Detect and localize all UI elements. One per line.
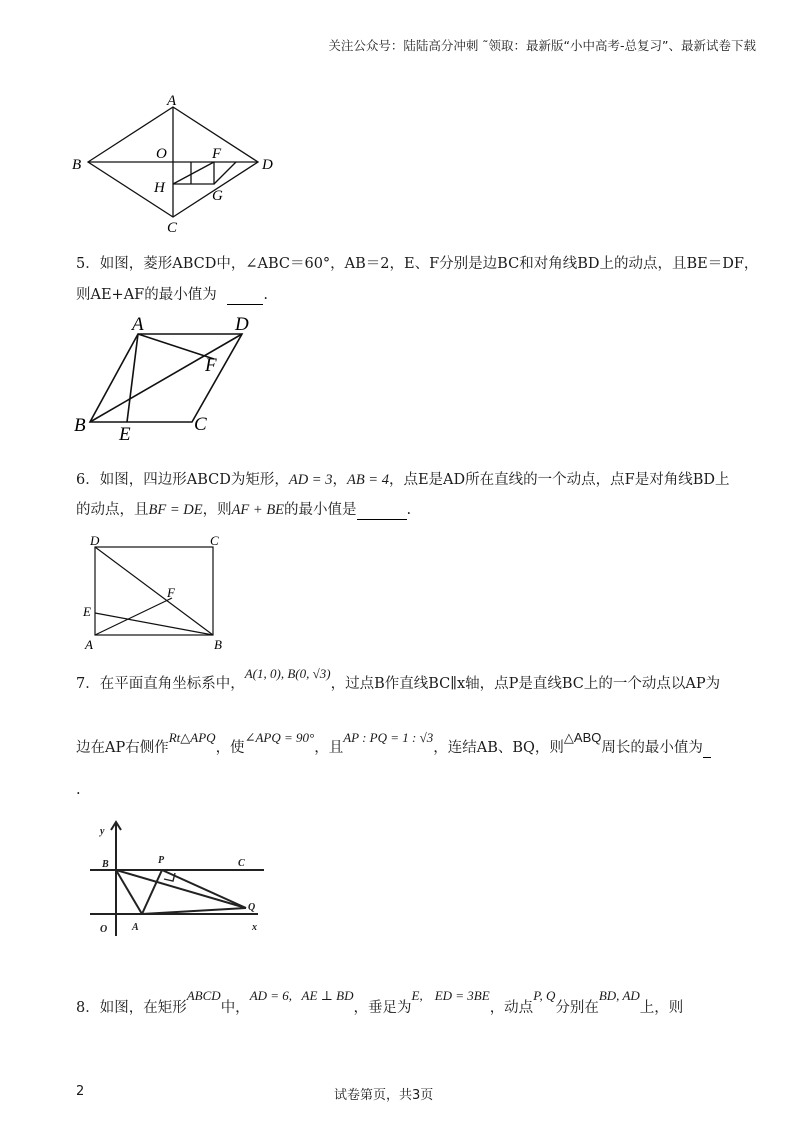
q7-text-e: ，且 [314, 740, 344, 756]
q7-answer-blank[interactable] [703, 740, 711, 758]
q8-text-c: ，垂足为 [353, 1000, 412, 1016]
rectangle-figure [80, 532, 240, 654]
q8-line1 [76, 988, 684, 1017]
q6-text-e: 的最小值是 [284, 502, 357, 518]
q8-text-a: 8．如图，在矩形 [76, 1000, 187, 1016]
fig6-label-B: B [214, 637, 222, 652]
q6-eq-af-be: AF + BE [231, 502, 285, 518]
q7-text-g: 周长的最小值为 [601, 740, 703, 756]
fig7-label-O: O [100, 924, 108, 935]
q5-answer-blank[interactable] [227, 287, 263, 305]
q6-text-a: 6．如图，四边形ABCD为矩形， [76, 472, 289, 488]
q7-text-f: ，连结AB、BQ，则 [433, 740, 564, 756]
fig6-label-C: C [210, 533, 219, 548]
fig5-label-D: D [235, 314, 249, 335]
fig4-label-H: H [154, 180, 165, 196]
q8-points-pq: P, Q [533, 988, 556, 1003]
fig6-label-A: A [85, 637, 93, 652]
fig7-label-C: C [238, 858, 245, 869]
page-number: 2 [76, 1084, 85, 1099]
q6-text-b: ，点E是AD所在直线的一个动点，点F是对角线BD上 [388, 472, 730, 488]
q5-line1: 5．如图，菱形ABCD中，∠ABC＝60°，AB＝2，E、F分别是边BC和对角线BD上的动点，且BE＝DF， [76, 256, 759, 272]
fig6-label-E: E [83, 604, 91, 619]
q7-line3: . [76, 782, 81, 798]
q7-line1 [76, 666, 721, 693]
q6-eq-ab: AB = 4 [346, 472, 389, 488]
fig7-label-x: x [252, 922, 257, 933]
q5-line2-text: 则AE+AF的最小值为 [76, 287, 217, 303]
fig7-label-P: P [158, 855, 165, 866]
q7-angle: ∠APQ = 90° [244, 730, 315, 745]
q8-eq-ed: ED = 3BE [434, 988, 490, 1003]
parallelogram-figure [72, 312, 272, 444]
q7-line2 [76, 730, 711, 758]
fig4-label-D: D [262, 157, 273, 173]
q6-eq-ad: AD = 3 [288, 472, 333, 488]
fig5-label-A: A [132, 314, 144, 335]
q6-line2-end: . [406, 502, 412, 518]
fig5-label-E: E [119, 424, 131, 444]
q6-sep: ， [332, 472, 347, 488]
fig4-label-B: B [72, 157, 82, 173]
fig7-label-A: A [132, 922, 139, 933]
q8-equations: AD = 6, AE ⊥ BD [249, 988, 354, 1003]
fig4-label-G: G [212, 188, 223, 204]
page-footer: 试卷第页，共3页 [334, 1088, 434, 1103]
q6-text-c: 的动点，且 [76, 502, 149, 518]
q8-point-e: E, [411, 988, 423, 1003]
q7-text-c: 边在AP右侧作 [76, 740, 169, 756]
fig7-label-Q: Q [248, 902, 256, 913]
q7-text-a: 7．在平面直角坐标系中， [76, 676, 245, 692]
fig6-label-F: F [167, 585, 175, 600]
q6-eq-bf: BF = DE [148, 502, 203, 518]
q7-triangle-abq: △ABQ [563, 730, 602, 745]
q8-text-f: 上，则 [639, 1000, 684, 1016]
q8-segments: BD, AD [598, 988, 640, 1003]
fig4-label-A: A [167, 93, 177, 109]
q6-answer-blank[interactable] [357, 502, 407, 520]
q5-line2 [76, 287, 268, 305]
fig4-label-O: O [156, 146, 167, 162]
q6-line2 [76, 502, 411, 520]
fig5-label-C: C [194, 414, 207, 435]
q7-coords: A(1, 0), B(0, √3) [244, 666, 331, 681]
fig5-label-F: F [205, 355, 217, 376]
fig4-label-C: C [167, 220, 178, 236]
fig6-label-D: D [90, 533, 100, 548]
q8-text-e: 分别在 [555, 1000, 599, 1016]
q6-line1 [76, 472, 730, 489]
fig5-label-B: B [74, 415, 86, 436]
q6-text-d: ，则 [202, 502, 232, 518]
q8-rect: ABCD [186, 988, 221, 1003]
q8-text-b: 中， [220, 1000, 250, 1016]
fig4-label-F: F [212, 146, 222, 162]
q7-text-b: ，过点B作直线BC∥x轴，点P是直线BC上的一个动点以AP为 [330, 676, 721, 692]
fig7-label-y: y [100, 826, 105, 837]
q7-rt-triangle: Rt△APQ [168, 730, 216, 745]
rhombus-figure-top [66, 92, 286, 237]
q7-ratio: AP : PQ = 1 : √3 [343, 730, 434, 745]
coordinate-figure [86, 818, 286, 938]
page-header: 关注公众号：陆陆高分冲刺 ˜领取：最新版“小中高考-总复习”、最新试卷下载 [328, 38, 756, 53]
fig7-label-B: B [102, 859, 109, 870]
q5-line2-end: . [263, 287, 268, 303]
q8-text-d: ，动点 [489, 1000, 534, 1016]
q7-text-d: ，使 [215, 740, 245, 756]
